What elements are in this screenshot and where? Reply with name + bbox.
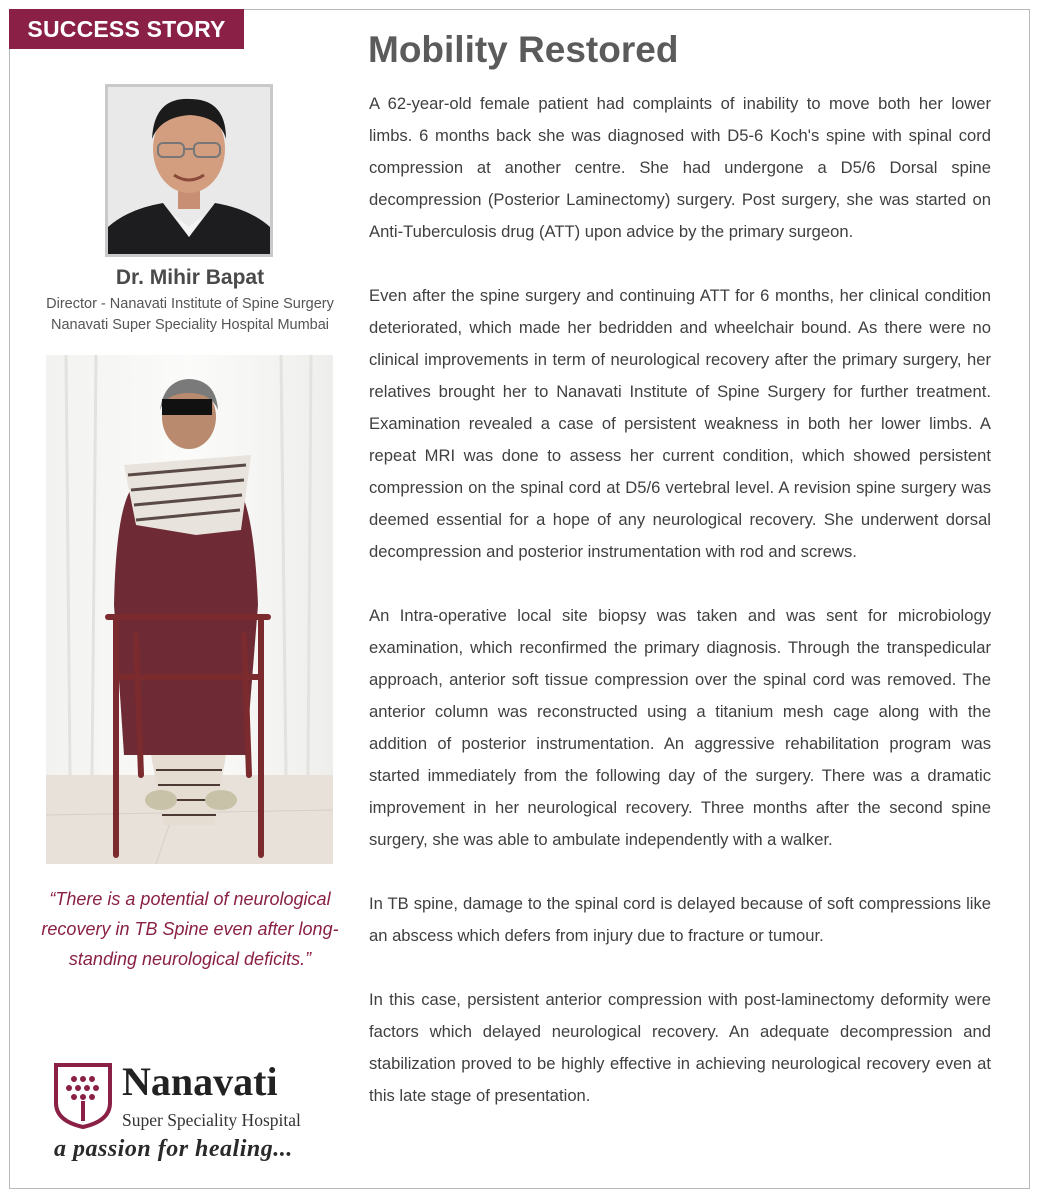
article-title: Mobility Restored [368,29,679,70]
body-paragraph: In TB spine, damage to the spinal cord is delayed because of soft compressions like an abscess which defers from injury due to fracture or tumour. [369,894,991,945]
pull-quote: “There is a potential of neurological recovery in TB Spine even after long-standing neurological deficits.” [41,889,339,969]
nanavati-emblem-icon [54,1063,112,1129]
brand-subtitle: Super Speciality Hospital [122,1110,301,1130]
brand-name: Nanavati [122,1059,278,1104]
nanavati-logo-mark [54,1063,112,1134]
patient-photo [46,355,333,864]
patient-photo-illustration [46,355,333,864]
doctor-portrait-illustration [108,87,270,254]
body-paragraph: A 62-year-old female patient had complaints of inability to move both her lower limbs. 6 months back she was diagnosed with D5-6 Koch's spine with spinal cord compression at another centre. She had undergone a D5/6 Dorsal spine decompression (Posterior Laminectomy) surgery. Post surgery, she was started on Anti-Tuberculosis drug (ATT) upon advice by the primary surgeon. [369,94,991,241]
brand-tagline: a passion for healing... [54,1136,293,1162]
body-paragraph: In this case, persistent anterior compression with post-laminectomy deformity were factors which delayed neurological recovery. An adequate decompression and stabilization proved to be highly effective in achieving neurological recovery even at this late stage of presentation. [369,990,991,1105]
doctor-portrait [105,84,273,257]
body-paragraph: An Intra-operative local site biopsy was taken and was sent for microbiology examination, which reconfirmed the primary diagnosis. Through the transpedicular approach, anterior soft tissue compression over the spinal cord was removed. The anterior column was reconstructed using a titanium mesh cage along with the addition of posterior instrumentation. An aggressive rehabilitation program was started immediately from the following day of the surgery. There was a dramatic improvement in her neurological recovery. Three months after the second spine surgery, she was able to ambulate independently with a walker. [369,606,991,849]
body-paragraph: Even after the spine surgery and continuing ATT for 6 months, her clinical condition deteriorated, which made her bedridden and wheelchair bound. As there were no clinical improvements in term of neurological recovery after the primary surgery, her relatives brought her to Nanavati Institute of Spine Surgery for further treatment. Examination revealed a case of persistent weakness in both her lower limbs. A repeat MRI was done to assess her current condition, which showed persistent compression on the spinal cord at D5/6 vertebral level. A revision spine surgery was deemed essential for a hope of any neurological recovery. She underwent dorsal decompression and posterior instrumentation with rod and screws. [369,286,991,561]
doctor-role: Director - Nanavati Institute of Spine Surgery [46,296,334,312]
success-story-badge: SUCCESS STORY [9,9,244,49]
article-body [369,88,991,1144]
doctor-name: Dr. Mihir Bapat [115,266,265,289]
doctor-hospital: Nanavati Super Speciality Hospital Mumbai [50,317,330,333]
